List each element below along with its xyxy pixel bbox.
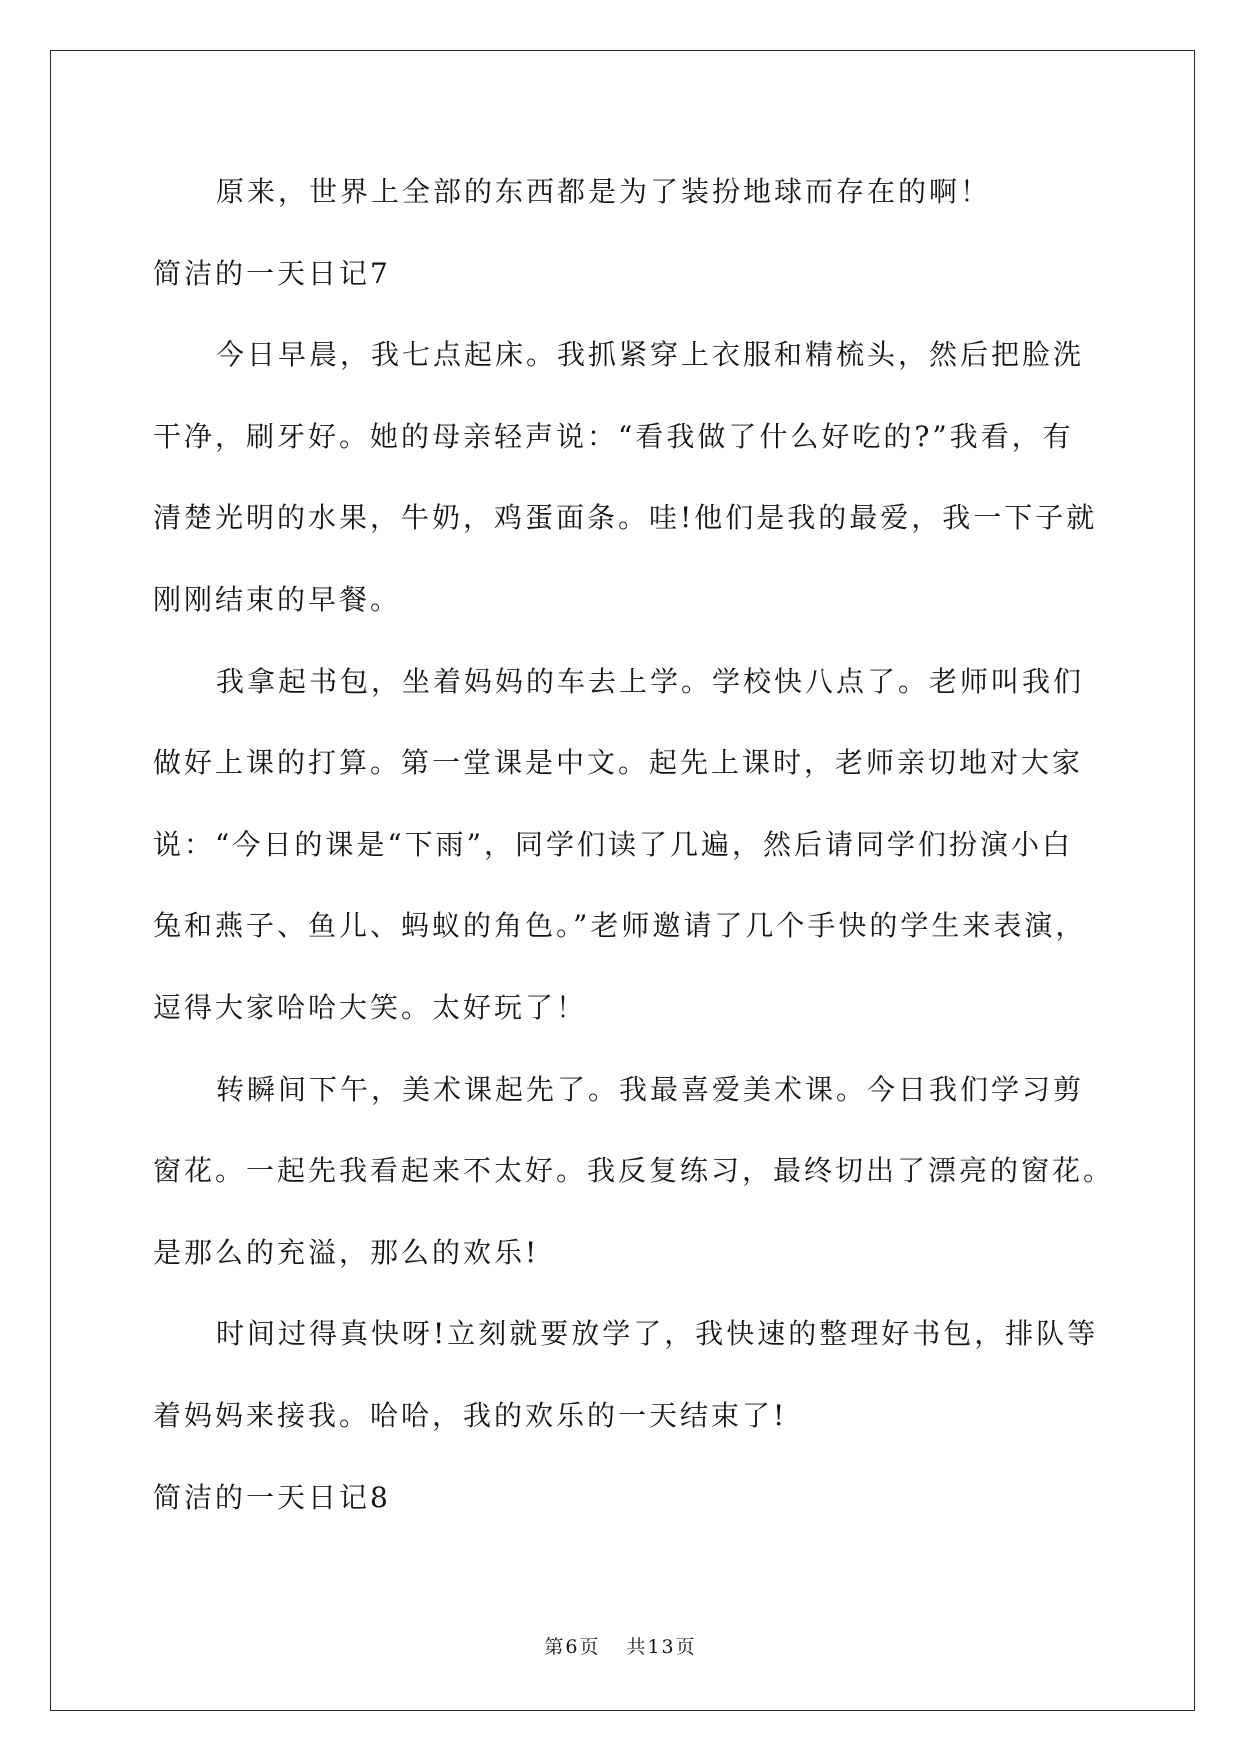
- paragraph-line: 做好上课的打算。第一堂课是中文。起先上课时，老师亲切地对大家: [153, 746, 1084, 780]
- paragraph-line: 干净，刷牙好。她的母亲轻声说：“看我做了什么好吃的?”我看，有: [153, 419, 1074, 453]
- paragraph-line: 原来，世界上全部的东西都是为了装扮地球而存在的啊！: [216, 175, 992, 208]
- paragraph-line: 窗花。一起先我看起来不太好。我反复练习，最终切出了漂亮的窗花。: [153, 1154, 1115, 1188]
- page-total: 共13页: [626, 1636, 697, 1658]
- paragraph-line: 今日早晨，我七点起床。我抓紧穿上衣服和精梳头，然后把脸洗: [216, 338, 1085, 372]
- paragraph: [153, 1293, 1153, 1456]
- paragraph-line: 刚刚结束的早餐。: [153, 582, 402, 616]
- section-heading: 简洁的一天日记8: [153, 1480, 391, 1514]
- paragraph-line: 时间过得真快呀!立刻就要放学了，我快速的整理好书包，排队等: [216, 1317, 1099, 1351]
- paragraph: [153, 314, 1153, 640]
- paragraph-line: 清楚光明的水果，牛奶，鸡蛋面条。哇!他们是我的最爱，我一下子就: [153, 501, 1098, 535]
- paragraph-line: 转瞬间下午，美术课起先了。我最喜爱美术课。今日我们学习剪: [216, 1072, 1085, 1106]
- paragraph: [153, 1049, 1153, 1294]
- paragraph: [153, 641, 1153, 1049]
- paragraph-line: 说：“今日的课是“下雨”，同学们读了几遍，然后请同学们扮演小白: [153, 827, 1073, 861]
- paragraph-line: 逗得大家哈哈大笑。太好玩了！: [153, 990, 588, 1024]
- page-footer: [0, 1633, 1241, 1661]
- paragraph-line: 我拿起书包，坐着妈妈的车去上学。学校快八点了。老师叫我们: [216, 664, 1085, 698]
- document-body: [153, 151, 1153, 1538]
- paragraph-line: 兔和燕子、鱼儿、蚂蚁的角色。”老师邀请了几个手快的学生来表演，: [153, 909, 1087, 943]
- section-heading: 简洁的一天日记7: [153, 256, 391, 290]
- paragraph: [153, 151, 1153, 233]
- paragraph-line: 是那么的充溢，那么的欢乐!: [153, 1235, 540, 1269]
- page-number: 第6页: [544, 1636, 601, 1658]
- paragraph-line: 着妈妈来接我。哈哈，我的欢乐的一天结束了!: [153, 1398, 788, 1432]
